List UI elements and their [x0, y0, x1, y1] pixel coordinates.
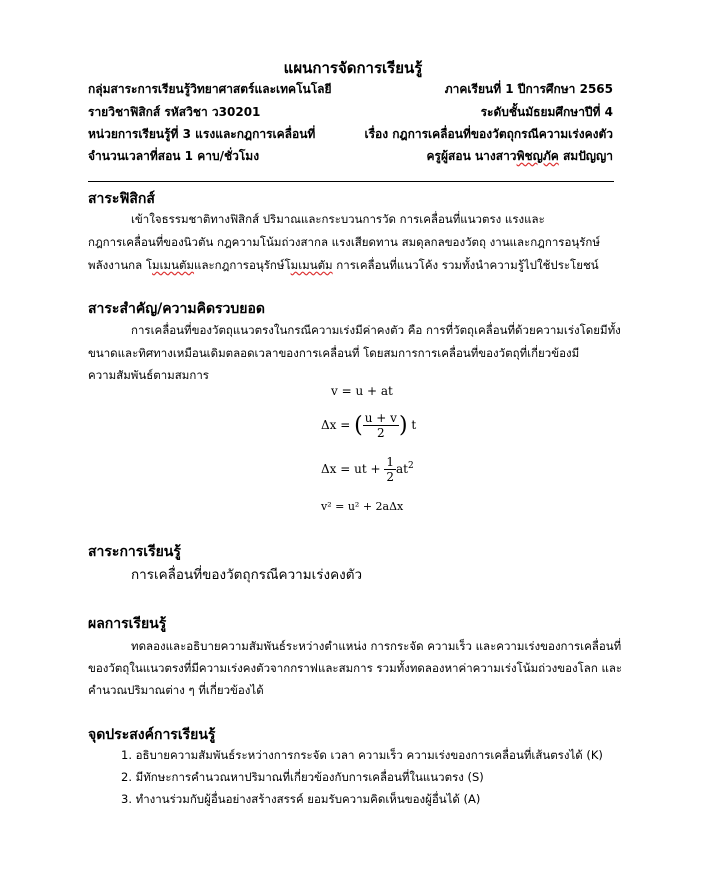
concept-line-3: ความสัมพันธ์ตามสมการ: [88, 368, 209, 382]
outcome-line-1: ทดลองและอธิบายความสัมพันธ์ระหว่างตำแหน่ง การกระจัด ความเร็ว และความเร่งของการเคลื่อนที่: [131, 639, 622, 653]
header-topic: เรื่อง กฎการเคลื่อนที่ของวัตถุกรณีความเร่งคงตัว: [364, 127, 613, 141]
physics-line-1: เข้าใจธรรมชาติทางฟิสิกส์ ปริมาณและกระบวนการวัด การเคลื่อนที่แนวตรง แรงและ: [131, 212, 545, 226]
header-grade-level: ระดับชั้นมัธยมศึกษาปีที่ 4: [480, 105, 613, 119]
concept-heading: สาระสำคัญ/ความคิดรวบยอด: [88, 301, 266, 317]
header-divider: [88, 181, 614, 182]
physics-line-3-a: พลังงานกล โ: [88, 258, 153, 272]
teacher-name: พิชญภัค: [516, 149, 559, 163]
physics-heading: สาระฟิสิกส์: [88, 191, 155, 207]
equation-1: v = u + at: [331, 384, 393, 398]
equation-3-tail: at: [396, 462, 408, 476]
equation-3-numerator: 1: [386, 455, 395, 469]
objective-item-1: 1. อธิบายความสัมพันธ์ระหว่างการกระจัด เวลา ความเร็ว ความเร่งของการเคลื่อนที่เส้นตรงได้ (K): [121, 748, 603, 762]
objectives-heading: จุดประสงค์การเรียนรู้: [88, 727, 216, 743]
header-unit: หน่วยการเรียนรู้ที่ 3 แรงและกฎการเคลื่อนที่: [88, 127, 316, 141]
teacher-surname: สมปัญญา: [558, 149, 613, 163]
header-semester: ภาคเรียนที่ 1 ปีการศึกษา 2565: [444, 82, 613, 96]
equation-2-fraction: [363, 411, 399, 440]
document-title: แผนการจัดการเรียนรู้: [283, 59, 423, 77]
outcome-line-2: ของวัตถุในแนวตรงที่มีความเร่งคงตัวจากกราฟและสมการ รวมทั้งทดลองหาค่าความเร่งโน้มถ่วงของโลก และ: [88, 661, 623, 675]
header-teaching-time: จำนวนเวลาที่สอน 1 คาบ/ชั่วโมง: [88, 149, 260, 163]
equation-2: Δx = ( $\frac{u + v}{2}$ ) t: [321, 411, 417, 440]
learning-content-line-1: การเคลื่อนที่ของวัตถุกรณีความเร่งคงตัว: [131, 567, 363, 583]
header-teacher: [427, 147, 613, 166]
header-course: รายวิชาฟิสิกส์ รหัสวิชา ว30201: [88, 105, 261, 119]
header-subject-group: กลุ่มสาระการเรียนรู้วิทยาศาสตร์และเทคโนโลยี: [88, 82, 332, 96]
equation-3-denominator: 2: [386, 470, 395, 484]
equation-3: [321, 455, 414, 484]
physics-line-3: [88, 254, 599, 276]
equation-2-lhs: Δx =: [321, 418, 351, 432]
physics-line-2: กฎการเคลื่อนที่ของนิวตัน กฎความโน้มถ่วงสากล แรงเสียดทาน สมดุลกลของวัตถุ งานและกฎการอนุรักษ์: [88, 235, 600, 249]
objective-item-2: 2. มีทักษะการคำนวณหาปริมาณที่เกี่ยวข้องกับการเคลื่อนที่ในแนวตรง (S): [121, 770, 484, 784]
physics-line-3-b: มเมนตัม: [152, 258, 195, 272]
physics-line-3-e: การเคลื่อนที่แนวโค้ง รวมทั้งนำความรู้ไปใช้ประโยชน์: [332, 258, 599, 272]
concept-line-1: การเคลื่อนที่ของวัตถุแนวตรงในกรณีความเร่งมีค่าคงตัว คือ การที่วัตถุเคลื่อนที่ด้วยความเร่งโดยมีทั้ง: [131, 323, 621, 337]
learning-content-heading: สาระการเรียนรู้: [88, 544, 181, 560]
physics-line-3-d: มเมนตัม: [290, 258, 333, 272]
equation-2-numerator: u + v: [364, 411, 397, 425]
outcome-line-3: คำนวณปริมาณต่าง ๆ ที่เกี่ยวข้องได้: [88, 683, 264, 697]
equation-3-fraction: [384, 455, 396, 484]
concept-line-2: ขนาดและทิศทางเหมือนเดิมตลอดเวลาของการเคลื่อนที่ โดยสมการการเคลื่อนที่ของวัตถุที่เกี่ยวข้องมี: [88, 346, 580, 360]
equation-3-exponent: 2: [408, 461, 414, 471]
outcome-heading: ผลการเรียนรู้: [88, 616, 167, 632]
equation-2-denominator: 2: [377, 426, 385, 440]
equation-4: v² = u² + 2aΔx: [321, 500, 404, 513]
equation-2-tail: t: [411, 418, 417, 432]
teacher-prefix: ครูผู้สอน นางสาว: [426, 149, 517, 163]
objective-item-3: 3. ทำงานร่วมกับผู้อื่นอย่างสร้างสรรค์ ยอมรับความคิดเห็นของผู้อื่นได้ (A): [121, 792, 481, 806]
physics-line-3-c: และกฎการอนุรักษ์โ: [194, 258, 291, 272]
equation-3-lhs: Δx = ut +: [321, 462, 381, 476]
